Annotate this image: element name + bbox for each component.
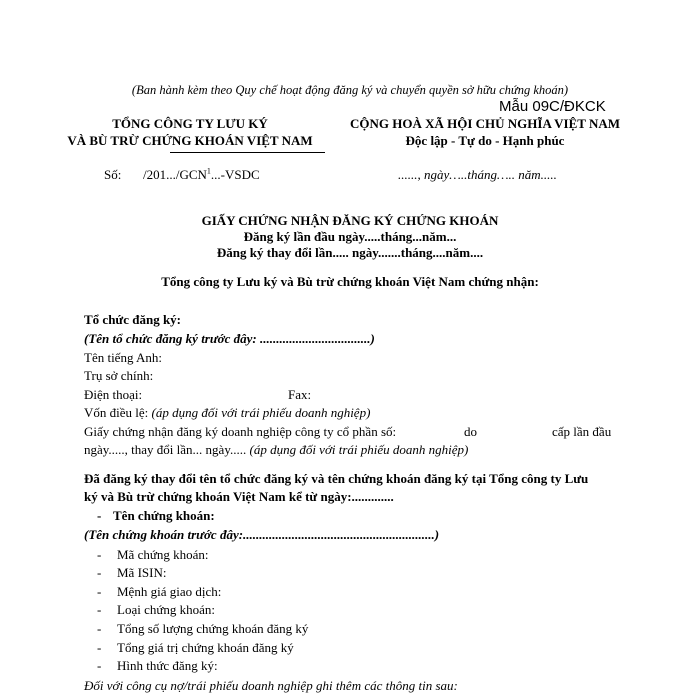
securities-previous-name: (Tên chứng khoán trước đây:...........................................................) — [84, 527, 440, 542]
total-value-field: Tổng giá trị chứng khoán đăng ký — [117, 640, 294, 655]
fax-field: Fax: — [288, 387, 312, 402]
country-motto: Độc lập - Tự do - Hạnh phúc — [405, 133, 565, 148]
securities-type-field: Loại chứng khoán: — [117, 602, 216, 617]
issuer-name-line2: VÀ BÙ TRỪ CHỨNG KHOÁN VIỆT NAM — [67, 133, 313, 148]
securities-bullet: - — [97, 508, 102, 523]
item-bullet: - — [97, 565, 102, 580]
business-cert-line-a: Giấy chứng nhận đăng ký doanh nghiệp công ty cổ phần số: — [84, 424, 397, 439]
page-title: GIẤY CHỨNG NHẬN ĐĂNG KÝ CHỨNG KHOÁN — [201, 213, 499, 228]
business-cert-first-issue: cấp lần đầu — [552, 424, 612, 439]
item-bullet: - — [97, 621, 102, 636]
securities-heading: Tên chứng khoán: — [113, 508, 215, 523]
registration-form-field: Hình thức đăng ký: — [117, 658, 218, 673]
business-cert-line-b: ngày....., thay đổi lần... ngày..... (áp dụng đối với trái phiếu doanh nghiệp) — [84, 442, 469, 457]
english-name-field: Tên tiếng Anh: — [84, 350, 162, 365]
business-cert-issuer: do — [464, 424, 477, 439]
item-bullet: - — [97, 584, 102, 599]
form-code: Mẫu 09C/ĐKCK — [499, 98, 606, 115]
charter-capital-field: Vốn điều lệ: (áp dụng đối với trái phiếu doanh nghiệp) — [84, 405, 371, 420]
debt-instrument-note: Đối với công cụ nợ/trái phiếu doanh nghiệp ghi thêm các thông tin sau: — [84, 678, 458, 693]
change-registration-line: Đăng ký thay đổi lần..... ngày.......tháng....năm.... — [216, 245, 484, 260]
org-previous-name: (Tên tổ chức đăng ký trước đây: ..................................) — [84, 331, 375, 346]
head-office-field: Trụ sở chính: — [84, 368, 154, 383]
item-bullet: - — [97, 547, 102, 562]
country-name: CỘNG HOÀ XÃ HỘI CHỦ NGHĨA VIỆT NAM — [349, 116, 621, 131]
total-quantity-field: Tổng số lượng chứng khoán đăng ký — [117, 621, 309, 636]
decree-note: (Ban hành kèm theo Quy chế hoạt động đăng ký và chuyển quyền sở hữu chứng khoán) — [131, 83, 569, 97]
phone-field: Điện thoại: — [84, 387, 143, 402]
item-bullet: - — [97, 658, 102, 673]
first-registration-line: Đăng ký lần đầu ngày.....tháng...năm... — [243, 229, 457, 244]
number-label: Số: — [104, 167, 122, 182]
number-value: /201.../GCN$^1$...-VSDC — [143, 166, 260, 182]
org-heading: Tổ chức đăng ký: — [84, 312, 182, 327]
par-value-field: Mệnh giá giao dịch: — [117, 584, 222, 599]
change-notice-line1: Đã đăng ký thay đổi tên tổ chức đăng ký và tên chứng khoán đăng ký tại Tổng công ty Lưu — [84, 471, 589, 486]
issue-date-line: ......, ngày…..tháng….. năm..... — [398, 167, 557, 182]
securities-code-field: Mã chứng khoán: — [117, 547, 209, 562]
issuer-name-line1: TỔNG CÔNG TY LƯU KÝ — [112, 116, 268, 131]
isin-field: Mã ISIN: — [117, 565, 167, 580]
certification-statement: Tổng công ty Lưu ký và Bù trừ chứng khoán Việt Nam chứng nhận: — [161, 274, 539, 289]
item-bullet: - — [97, 640, 102, 655]
item-bullet: - — [97, 602, 102, 617]
issuer-underline — [170, 152, 325, 153]
change-notice-line2: ký và Bù trừ chứng khoán Việt Nam kể từ ngày:............. — [84, 489, 394, 504]
